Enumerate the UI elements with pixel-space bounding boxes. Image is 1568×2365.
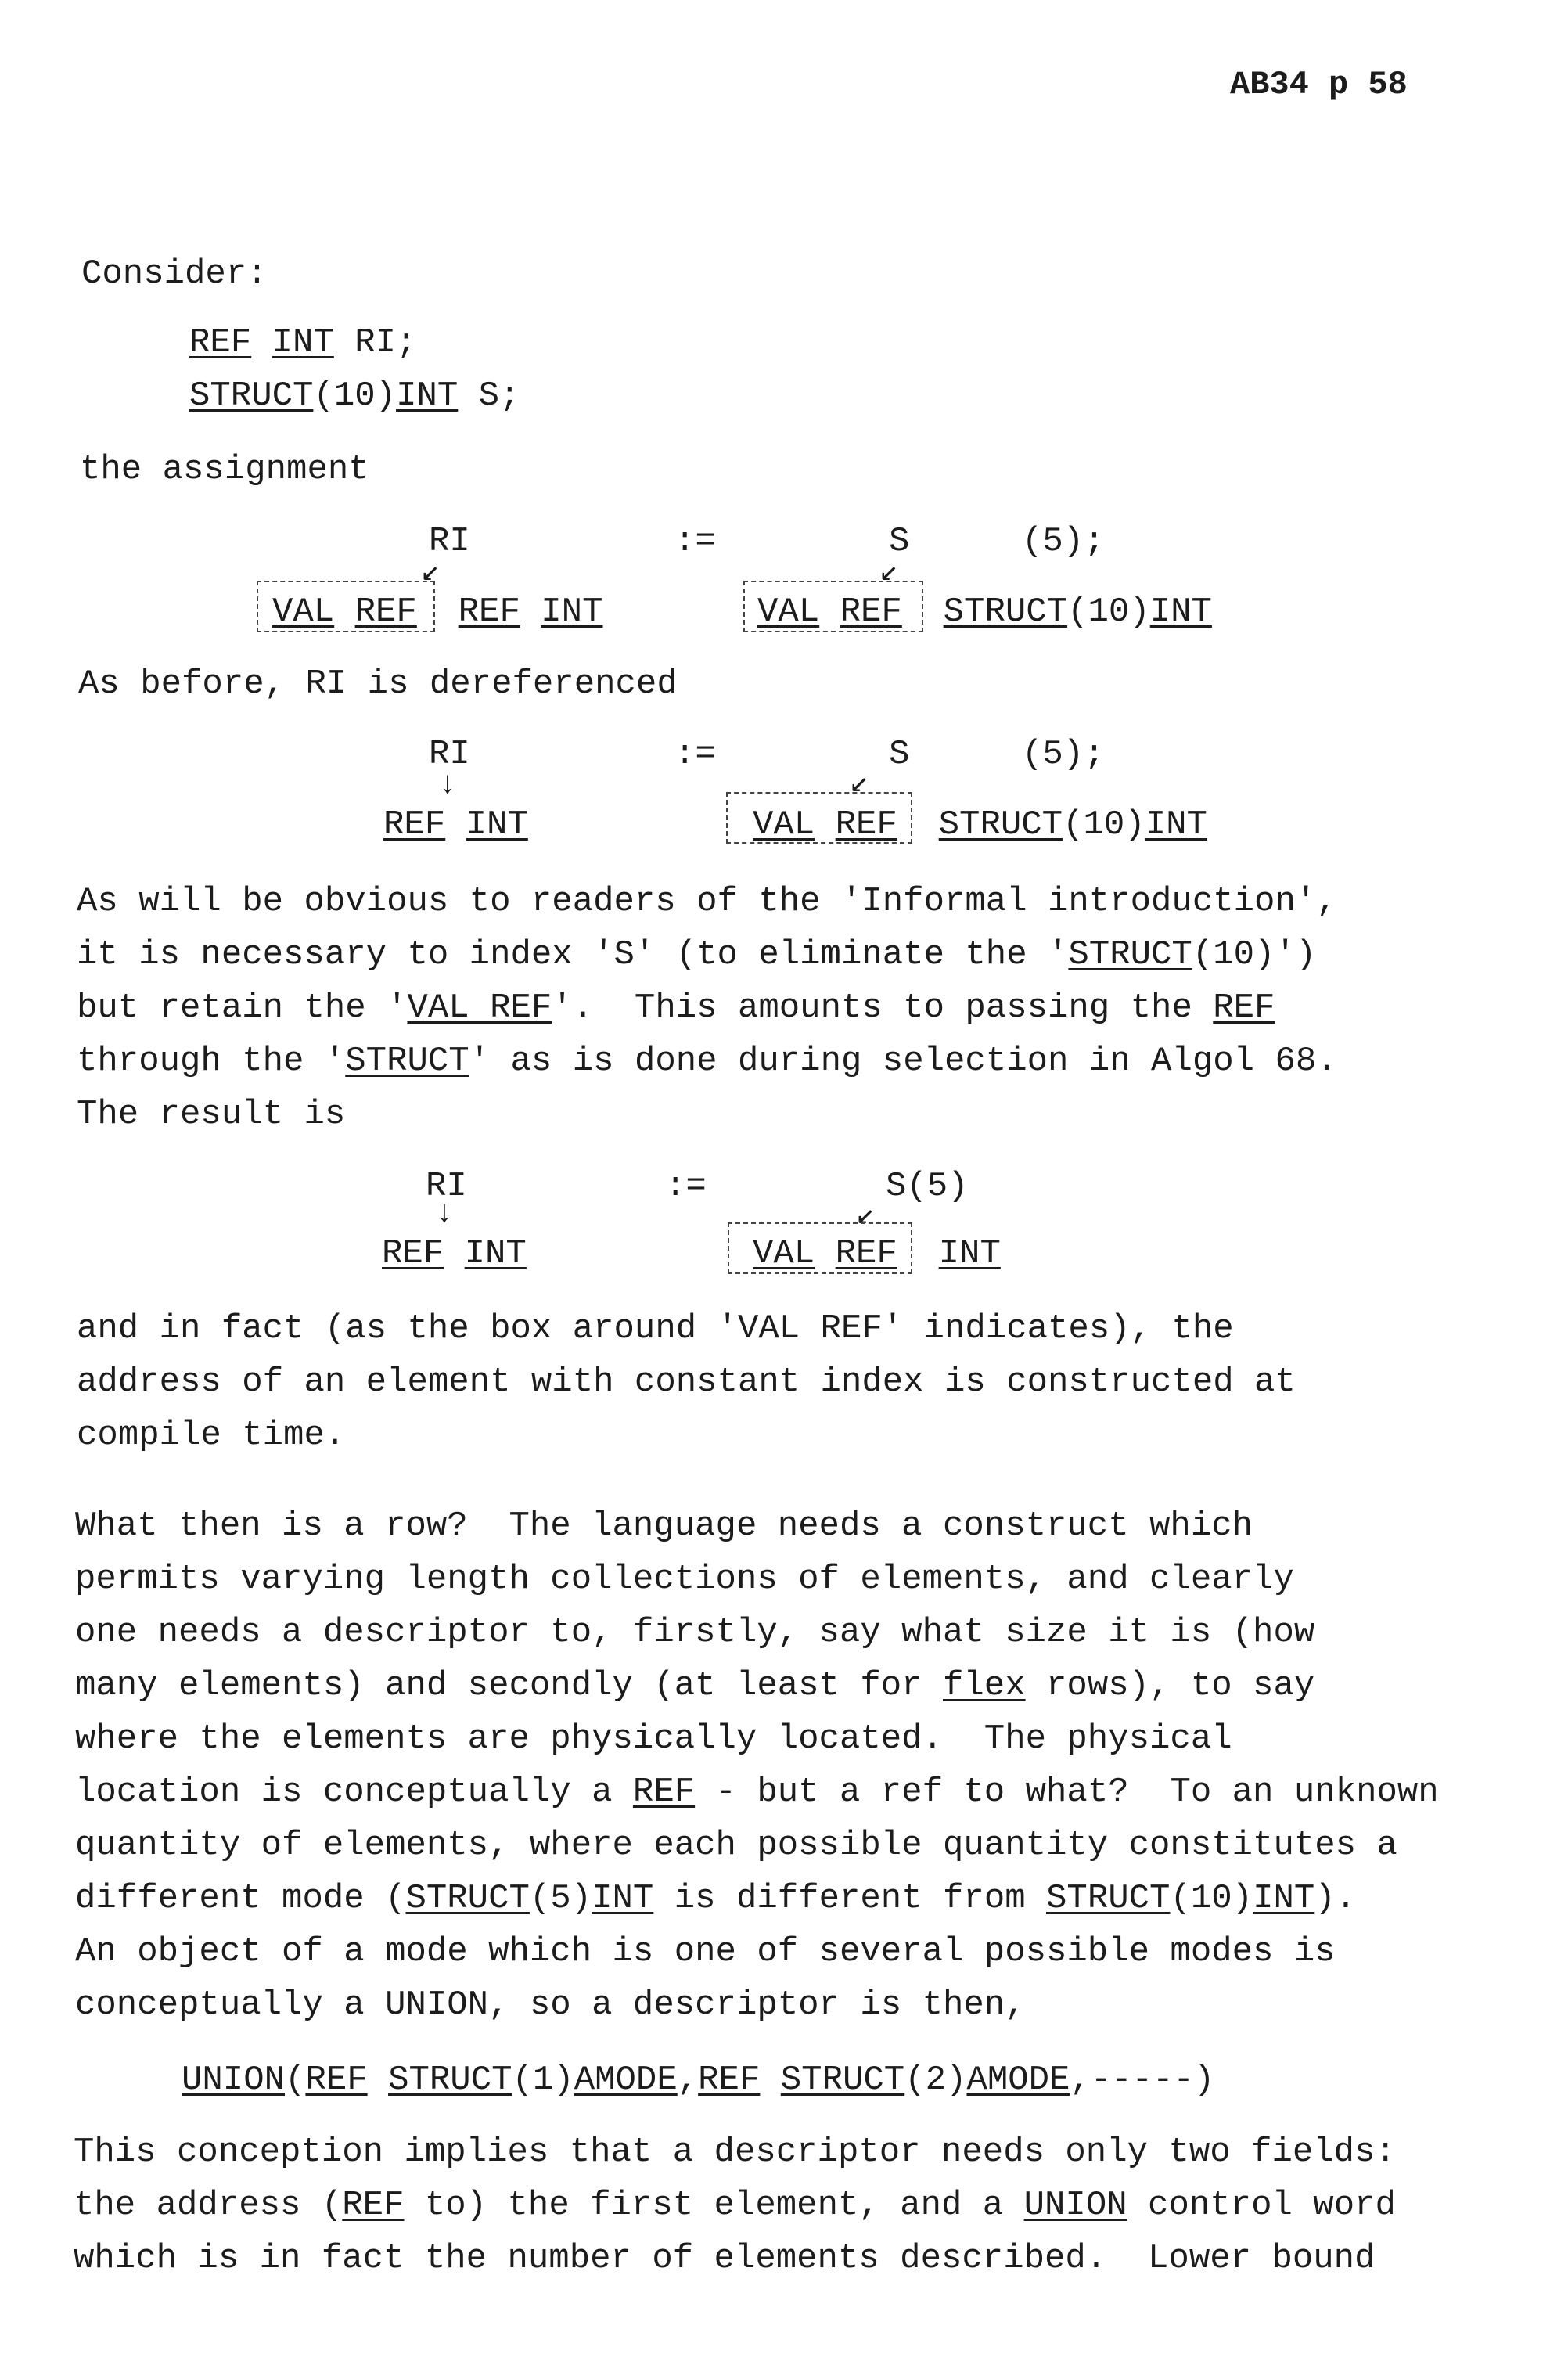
para3-line-8	[75, 1877, 1356, 1920]
text: through the '	[77, 1042, 346, 1081]
d3-arrow-right: ↙	[856, 1198, 876, 1233]
para1-line-2	[77, 933, 1316, 977]
keyword-val: VAL	[753, 805, 815, 844]
d1-line-2	[272, 590, 603, 634]
keyword-int: INT	[541, 592, 603, 632]
text: it is necessary to index 'S' (to eliminate the '	[77, 935, 1069, 974]
keyword-struct: STRUCT	[943, 592, 1068, 632]
para3-line-5: where the elements are physically located. The physical	[75, 1719, 1232, 1758]
keyword-val-ref: VAL REF	[407, 988, 552, 1028]
keyword-ref: REF	[1213, 988, 1275, 1028]
keyword-ref: REF	[458, 592, 520, 632]
d2-assign: :=	[674, 735, 716, 774]
text: ' as is done during selection in Algol 68.	[469, 1042, 1337, 1081]
para3-line-7: quantity of elements, where each possible quantity constitutes a	[75, 1826, 1397, 1865]
keyword-val: VAL	[757, 592, 820, 632]
keyword-ref: REF	[382, 1234, 444, 1273]
keyword-int: INT	[1253, 1879, 1315, 1918]
keyword-ref: REF	[835, 1234, 897, 1273]
d1-assign: :=	[674, 522, 716, 561]
para3-line-6	[75, 1770, 1439, 1814]
keyword-union: UNION	[182, 2061, 286, 2100]
keyword-ref: REF	[840, 592, 902, 632]
para3-line-2: permits varying length collections of elements, and clearly	[75, 1560, 1294, 1599]
keyword-ref: REF	[305, 2061, 368, 2100]
keyword-ref: REF	[342, 2186, 405, 2225]
para1-line-3	[77, 986, 1275, 1030]
keyword-ref: REF	[698, 2061, 761, 2100]
keyword-union: UNION	[1023, 2186, 1127, 2225]
d3-line-2-right	[753, 1232, 1001, 1276]
struct-size: (10)	[1067, 592, 1150, 632]
assignment-text: the assignment	[80, 450, 369, 489]
text: to) the first element, and a	[404, 2186, 1024, 2225]
para1-line-5: The result is	[77, 1095, 346, 1134]
d3-arrow-down: ↓	[435, 1197, 455, 1232]
keyword-flex: flex	[942, 1666, 1026, 1705]
text: many elements) and secondly (at least for	[75, 1666, 943, 1705]
para1-line-1: As will be obvious to readers of the 'Informal introduction',	[77, 882, 1337, 921]
text: is different from	[653, 1879, 1047, 1918]
text: (10)')	[1192, 935, 1317, 974]
keyword-struct: STRUCT	[189, 376, 314, 416]
text: ).	[1314, 1879, 1357, 1918]
keyword-val: VAL	[272, 592, 335, 632]
text: location is conceptually a	[75, 1773, 633, 1812]
d2-index: (5);	[1022, 735, 1105, 774]
d3-line-2-left	[382, 1232, 527, 1276]
text: the address (	[74, 2186, 343, 2225]
keyword-struct: STRUCT	[1068, 935, 1192, 974]
para4-line-2	[74, 2183, 1396, 2227]
text: but retain the '	[77, 988, 408, 1028]
para3-line-10: conceptually a UNION, so a descriptor is then,	[75, 1985, 1026, 2025]
d2-s: S	[889, 735, 910, 774]
para2-line-2: address of an element with constant index is constructed at	[77, 1362, 1296, 1402]
keyword-int: INT	[1149, 592, 1212, 632]
d1-line-2-right	[757, 590, 1212, 634]
as-before-text: As before, RI is dereferenced	[78, 664, 678, 704]
decl-rest: S;	[458, 376, 520, 416]
para4-line-3: which is in fact the number of elements described. Lower bound	[74, 2239, 1376, 2278]
d3-s5: S(5)	[886, 1167, 969, 1206]
text: - but a ref to what? To an unknown	[695, 1773, 1439, 1812]
d2-line-2-right	[753, 803, 1207, 847]
keyword-int: INT	[464, 1234, 527, 1273]
text	[760, 2061, 780, 2100]
keyword-struct: STRUCT	[405, 1879, 530, 1918]
d1-s: S	[889, 522, 910, 561]
keyword-ref: REF	[383, 805, 446, 844]
para1-line-4	[77, 1039, 1337, 1083]
text: ,-----)	[1070, 2061, 1215, 2100]
para4-line-1: This conception implies that a descriptor needs only two fields:	[74, 2133, 1396, 2172]
para3-line-1: What then is a row? The language needs a construct which	[75, 1506, 1253, 1546]
d1-index: (5);	[1022, 522, 1105, 561]
declaration-line-2	[189, 374, 520, 418]
keyword-int: INT	[396, 376, 459, 416]
keyword-int: INT	[466, 805, 528, 844]
keyword-ref: REF	[189, 323, 252, 362]
keyword-ref: REF	[835, 805, 897, 844]
keyword-int: INT	[272, 323, 334, 362]
consider-text: Consider:	[81, 254, 268, 293]
keyword-int: INT	[938, 1234, 1001, 1273]
keyword-ref: REF	[354, 592, 417, 632]
text: control word	[1127, 2186, 1396, 2225]
text: (	[285, 2061, 306, 2100]
text: rows), to say	[1025, 1666, 1315, 1705]
d2-line-2-left	[383, 803, 528, 847]
para3-line-4	[75, 1664, 1314, 1708]
para2-line-1: and in fact (as the box around 'VAL REF' indicates), the	[77, 1309, 1234, 1348]
text: (10)	[1170, 1879, 1253, 1918]
union-descriptor-line	[182, 2058, 1214, 2102]
d1-ri: RI	[429, 522, 470, 561]
struct-size: (10)	[1063, 805, 1145, 844]
text: '. This amounts to passing the	[552, 988, 1214, 1028]
page-number: AB34 p 58	[1230, 66, 1408, 103]
d1-arrow-right: ↙	[879, 555, 899, 590]
text: ,	[677, 2061, 699, 2100]
keyword-struct: STRUCT	[388, 2061, 512, 2100]
text	[368, 2061, 388, 2100]
d2-arrow-right: ↙	[850, 766, 869, 801]
text: different mode (	[75, 1879, 406, 1918]
keyword-val: VAL	[753, 1234, 815, 1273]
text: (1)	[512, 2061, 574, 2100]
d2-ri: RI	[429, 735, 470, 774]
d3-assign: :=	[665, 1167, 707, 1206]
keyword-amode: AMODE	[574, 2061, 678, 2100]
d3-ri: RI	[426, 1167, 467, 1206]
keyword-struct: STRUCT	[345, 1042, 469, 1081]
para3-line-9: An object of a mode which is one of several possible modes is	[75, 1932, 1336, 1971]
declaration-line-1	[189, 321, 416, 365]
keyword-struct: STRUCT	[1046, 1879, 1171, 1918]
keyword-int: INT	[592, 1879, 654, 1918]
keyword-struct: STRUCT	[780, 2061, 905, 2100]
para2-line-3: compile time.	[77, 1416, 346, 1455]
keyword-ref: REF	[632, 1773, 696, 1812]
keyword-amode: AMODE	[966, 2061, 1070, 2100]
text: (2)	[904, 2061, 967, 2100]
text: (5)	[529, 1879, 592, 1918]
keyword-int: INT	[1145, 805, 1207, 844]
para3-line-3: one needs a descriptor to, firstly, say what size it is (how	[75, 1613, 1315, 1652]
decl-rest: RI;	[333, 323, 417, 362]
keyword-struct: STRUCT	[938, 805, 1063, 844]
struct-size: (10)	[313, 376, 397, 416]
d2-arrow-down: ↓	[438, 768, 458, 803]
d1-arrow-left: ↙	[421, 555, 441, 590]
